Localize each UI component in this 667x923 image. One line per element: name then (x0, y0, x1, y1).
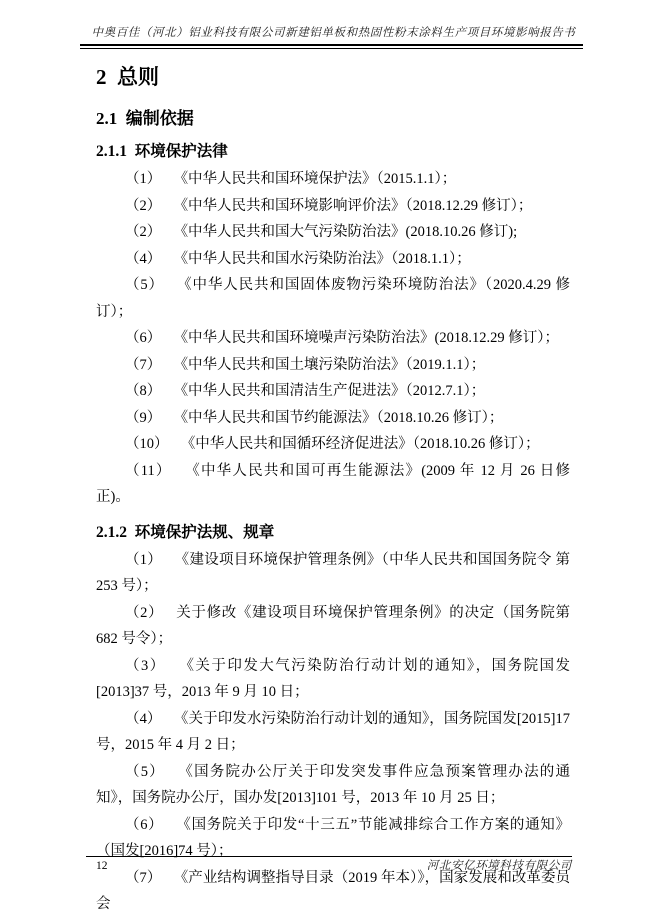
document-content (96, 50, 570, 918)
subsection-title: 2.1.2 环境保护法规、规章 (96, 523, 275, 541)
list-item (96, 352, 570, 379)
item-text: 关于修改《建设项目环境保护管理条例》的决定（国务院第 682 号令）； (96, 604, 571, 647)
section-title: 2.1 编制依据 (96, 109, 194, 128)
item-text: 《关于印发水污染防治行动计划的通知》，国务院国发[2015]17 号，2015 年 4 月 2 日； (96, 710, 571, 753)
item-text: 《中华人民共和国水污染防治法》（2018.1.1）； (173, 250, 471, 267)
item-number: （1） (125, 551, 163, 568)
subsections-container (96, 142, 570, 918)
item-number: （9） (125, 409, 162, 426)
list-item (96, 431, 570, 458)
item-number: （11） (125, 462, 172, 479)
item-number: （8） (125, 383, 162, 399)
item-number: （5） (125, 277, 164, 293)
list-item (96, 219, 570, 246)
item-number: （2） (125, 604, 164, 621)
item-number: （4） (125, 250, 162, 267)
item-text: 《产业结构调整指导目录（2019 年本）》，国家发展和改革委员会 (96, 869, 571, 912)
item-text: 《中华人民共和国环境保护法》（2015.1.1）； (173, 171, 457, 187)
item-number: （3） (125, 657, 166, 674)
list-item (96, 193, 570, 220)
item-text: 《中华人民共和国环境影响评价法》（2018.12.29 修订）； (173, 197, 533, 214)
list-item (96, 600, 570, 653)
item-text: 《中华人民共和国清洁生产促进法》（2012.7.1）； (173, 383, 486, 399)
list-item (96, 759, 570, 812)
list-item (96, 166, 570, 193)
list-item (96, 706, 570, 759)
item-text: 《国务院办公厅关于印发突发事件应急预案管理办法的通知》，国务院办公厅，国办发[2013]101 号，2013 年 10 月 25 日； (96, 763, 571, 806)
footer-company: 河北安亿环境科技有限公司 (426, 860, 572, 872)
header-title: 中奥百佳（河北）铝业科技有限公司新建铝单板和热固性粉末涂料生产项目环境影响报告书 (91, 27, 576, 39)
item-number: （6） (125, 816, 164, 833)
item-number: （2） (125, 197, 162, 214)
item-number: （7） (125, 356, 162, 373)
page-header (0, 0, 667, 49)
list-item (96, 547, 570, 600)
item-number: （4） (125, 710, 162, 727)
page-number: 12 (96, 860, 108, 872)
item-text: 《中华人民共和国可再生能源法》(2009 年 12 月 26 日修正)。 (96, 462, 571, 505)
item-text: 《中华人民共和国土壤污染防治法》（2019.1.1）； (173, 356, 486, 373)
item-text: 《中华人民共和国大气污染防治法》(2018.10.26 修订); (173, 224, 518, 240)
page-footer (86, 856, 572, 874)
subsection-title: 2.1.1 环境保护法律 (96, 143, 228, 160)
item-text: 《中华人民共和国固体废物污染环境防治法》（2020.4.29 修订）； (96, 277, 571, 320)
list-item (96, 246, 570, 273)
list-item (96, 458, 570, 511)
item-number: （1） (125, 171, 162, 187)
list-item (96, 378, 570, 405)
item-number: （6） (125, 330, 162, 346)
item-number: （5） (125, 763, 165, 780)
item-text: 《关于印发大气污染防治行动计划的通知》，国务院国发[2013]37 号，2013 年 9 月 10 日； (96, 657, 571, 700)
item-number: （7） (125, 869, 162, 886)
item-text: 《中华人民共和国节约能源法》（2018.10.26 修订）； (173, 409, 504, 426)
item-number: （2） (125, 224, 162, 240)
law-list (96, 166, 570, 511)
item-text: 《国务院关于印发“十三五”节能减排综合工作方案的通知》（国发[2016]74 号）； (96, 816, 570, 859)
list-item (96, 325, 570, 352)
list-item (96, 653, 570, 706)
item-number: （10） (125, 436, 169, 452)
item-text: 《建设项目环境保护管理条例》（中华人民共和国国务院令 第 253 号）； (96, 551, 571, 594)
item-text: 《中华人民共和国环境噪声污染防治法》(2018.12.29 修订）； (173, 330, 560, 346)
list-item (96, 272, 570, 325)
list-item (96, 405, 570, 432)
item-text: 《中华人民共和国循环经济促进法》（2018.10.26 修订）； (180, 436, 540, 452)
chapter-title: 2 总则 (96, 65, 159, 89)
header-rule (80, 44, 583, 49)
